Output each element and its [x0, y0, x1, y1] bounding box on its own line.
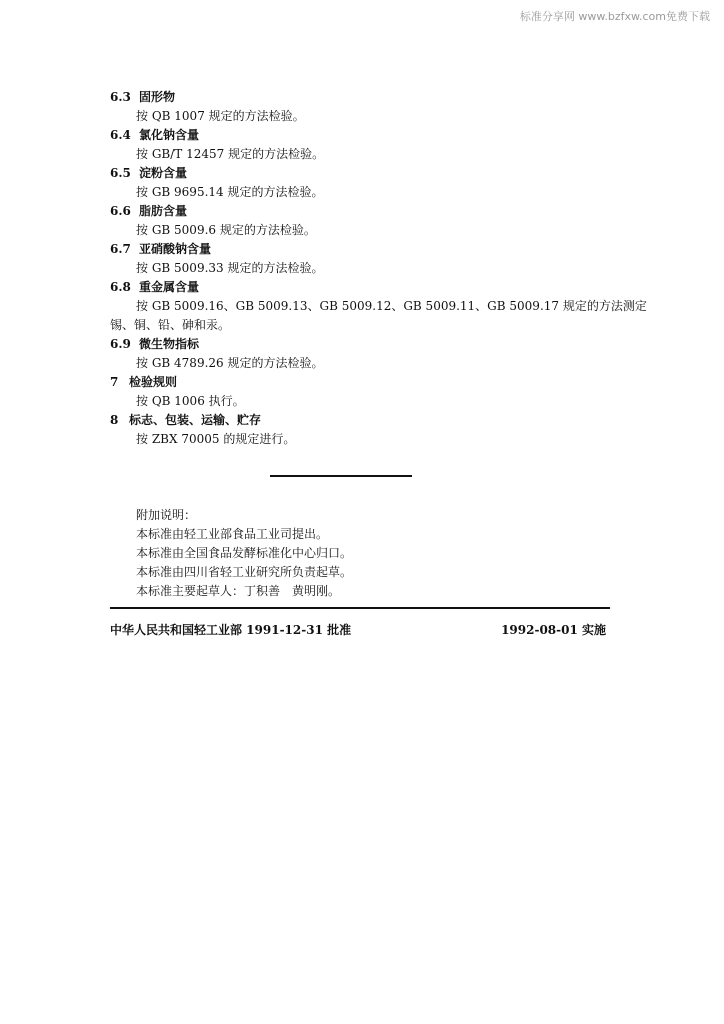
section-title: 脂肪含量 [139, 204, 188, 218]
section-number: 7 [110, 375, 119, 389]
section-number: 8 [110, 413, 119, 427]
section-title: 淀粉含量 [139, 166, 188, 180]
section-number: 6.8 [110, 280, 131, 294]
notes-line: 本标准由四川省轻工业研究所负责起草。 [136, 565, 353, 579]
notes-title: 附加说明： [136, 508, 197, 522]
section-heading [110, 373, 622, 392]
section-text: 按 GB 4789.26 规定的方法检验。 [136, 356, 324, 370]
section-text: 按 GB 9695.14 规定的方法检验。 [136, 185, 324, 199]
section-number: 6.4 [110, 128, 131, 142]
footer-divider [110, 607, 610, 609]
section-heading [110, 164, 622, 183]
section-heading [110, 240, 622, 259]
approval-text: 中华人民共和国轻工业部 1991-12-31 批准 [110, 623, 352, 637]
end-of-text-divider [270, 475, 412, 477]
notes-line: 本标准主要起草人：丁积善 黄明刚。 [136, 584, 341, 598]
footer [110, 621, 606, 638]
section-title: 氯化钠含量 [139, 128, 200, 142]
section-heading [110, 202, 622, 221]
section-heading [110, 126, 622, 145]
section-text: 按 GB 5009.6 规定的方法检验。 [136, 223, 316, 237]
implementation-date: 1992-08-01 实施 [501, 623, 606, 637]
section-number: 6.9 [110, 337, 131, 351]
section-title: 微生物指标 [139, 337, 200, 351]
section-number: 6.5 [110, 166, 131, 180]
section-number: 6.3 [110, 90, 131, 104]
section-text-continued: 锡、铜、铅、砷和汞。 [110, 318, 231, 332]
section-number: 6.7 [110, 242, 131, 256]
section-title: 重金属含量 [139, 280, 200, 294]
section-heading [110, 335, 622, 354]
notes-line: 本标准由全国食品发酵标准化中心归口。 [136, 546, 353, 560]
additional-notes [136, 506, 352, 601]
section-title: 固形物 [139, 90, 176, 104]
document-body [110, 88, 647, 449]
section-title: 检验规则 [129, 375, 178, 389]
section-text: 按 ZBX 70005 的规定进行。 [136, 432, 296, 446]
section-number: 6.6 [110, 204, 131, 218]
section-text: 按 QB 1006 执行。 [136, 394, 245, 408]
section-heading [110, 278, 622, 297]
section-text: 按 GB/T 12457 规定的方法检验。 [136, 147, 325, 161]
section-text: 按 GB 5009.16、GB 5009.13、GB 5009.12、GB 5009.11、GB 5009.17 规定的方法测定 [136, 299, 647, 313]
section-text: 按 GB 5009.33 规定的方法检验。 [136, 261, 324, 275]
section-title: 亚硝酸钠含量 [139, 242, 212, 256]
section-heading [110, 411, 622, 430]
watermark-text: 标准分享网 www.bzfxw.com免费下载 [519, 10, 710, 23]
section-title: 标志、包装、运输、贮存 [129, 413, 262, 427]
section-text: 按 QB 1007 规定的方法检验。 [136, 109, 305, 123]
notes-line: 本标准由轻工业部食品工业司提出。 [136, 527, 329, 541]
section-heading [110, 88, 622, 107]
